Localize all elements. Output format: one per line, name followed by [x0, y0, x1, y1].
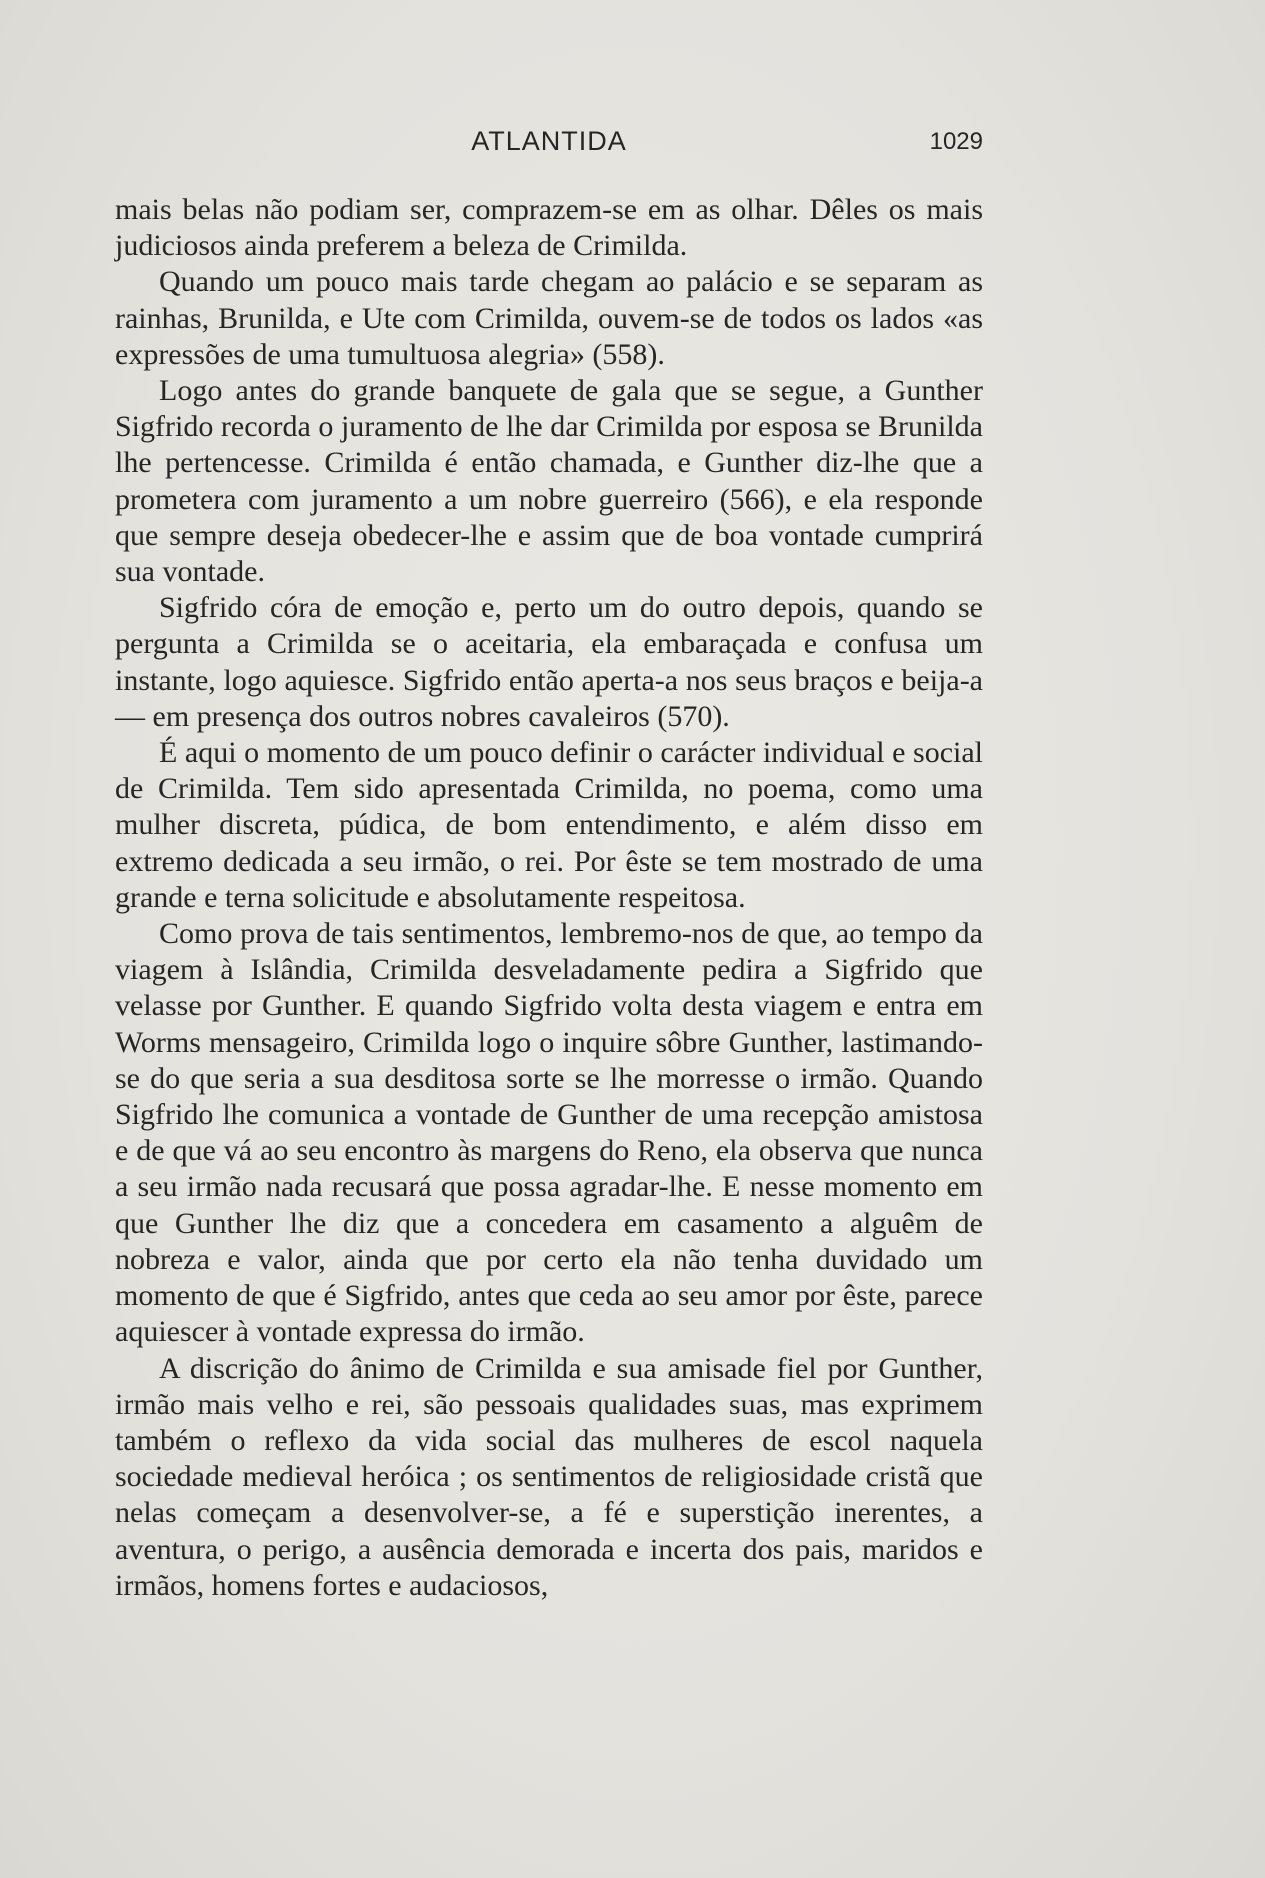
paragraph: A discrição do ânimo de Crimilda e sua amisade fiel por Gunther, irmão mais velho e rei, são pessoais qualidades suas, mas exprimem também o reflexo da vida social das mulheres de escol naquela sociedade medieval heróica ; os sentimentos de religiosidade cristã que nelas começam a desenvolver-se, a fé e superstição inerentes, a aventura, o perigo, a ausência demorada e incerta dos pais, maridos e irmãos, homens fortes e audaciosos,	[115, 1351, 983, 1602]
paragraph: Quando um pouco mais tarde chegam ao palácio e se separam as rainhas, Brunilda, e Ute com Crimilda, ouvem-se de todos os lados «as expressões de uma tumultuosa alegria» (558).	[115, 265, 983, 371]
paragraph: Sigfrido córa de emoção e, perto um do outro depois, quando se pergunta a Crimilda se o aceitaria, ela embaraçada e confusa um instante, logo aquiesce. Sigfrido então aperta-a nos seus braços e beija-a — em presença dos outros nobres cavaleiros (570).	[115, 591, 983, 733]
paragraph: mais belas não podiam ser, comprazem-se em as olhar. Dêles os mais judiciosos ainda preferem a beleza de Crimilda.	[115, 193, 983, 263]
running-title: ATLANTIDA	[471, 126, 627, 156]
page-number: 1029	[929, 128, 983, 155]
running-header	[115, 124, 983, 164]
paragraph: Como prova de tais sentimentos, lembremo-nos de que, ao tempo da viagem à Islândia, Crimilda desveladamente pedira a Sigfrido que velasse por Gunther. E quando Sigfrido volta desta viagem e entra em Worms mensageiro, Crimilda logo o inquire sôbre Gunther, lastimando-se do que seria a sua desditosa sorte se lhe morresse o irmão. Quando Sigfrido lhe comunica a vontade de Gunther de uma recepção amistosa e de que vá ao seu encontro às margens do Reno, ela observa que nunca a seu irmão nada recusará que possa agradar-lhe. E nesse momento em que Gunther lhe diz que a concedera em casamento a alguêm de nobreza e valor, ainda que por certo ela não tenha duvidado um momento de que é Sigfrido, antes que ceda ao seu amor por êste, parece aquiescer à vontade expressa do irmão.	[115, 917, 983, 1349]
body-text	[115, 192, 983, 1604]
paragraph: É aqui o momento de um pouco definir o carácter individual e social de Crimilda. Tem sido apresentada Crimilda, no poema, como uma mulher discreta, púdica, de bom entendimento, e além disso em extremo dedicada a seu irmão, o rei. Por êste se tem mostrado de uma grande e terna solicitude e absolutamente respeitosa.	[115, 736, 983, 914]
paragraph: Logo antes do grande banquete de gala que se segue, a Gunther Sigfrido recorda o juramento de lhe dar Crimilda por esposa se Brunilda lhe pertencesse. Crimilda é então chamada, e Gunther diz-lhe que a prometera com juramento a um nobre guerreiro (566), e ela responde que sempre deseja obedecer-lhe e assim que de boa vontade cumprirá sua vontade.	[115, 374, 983, 589]
